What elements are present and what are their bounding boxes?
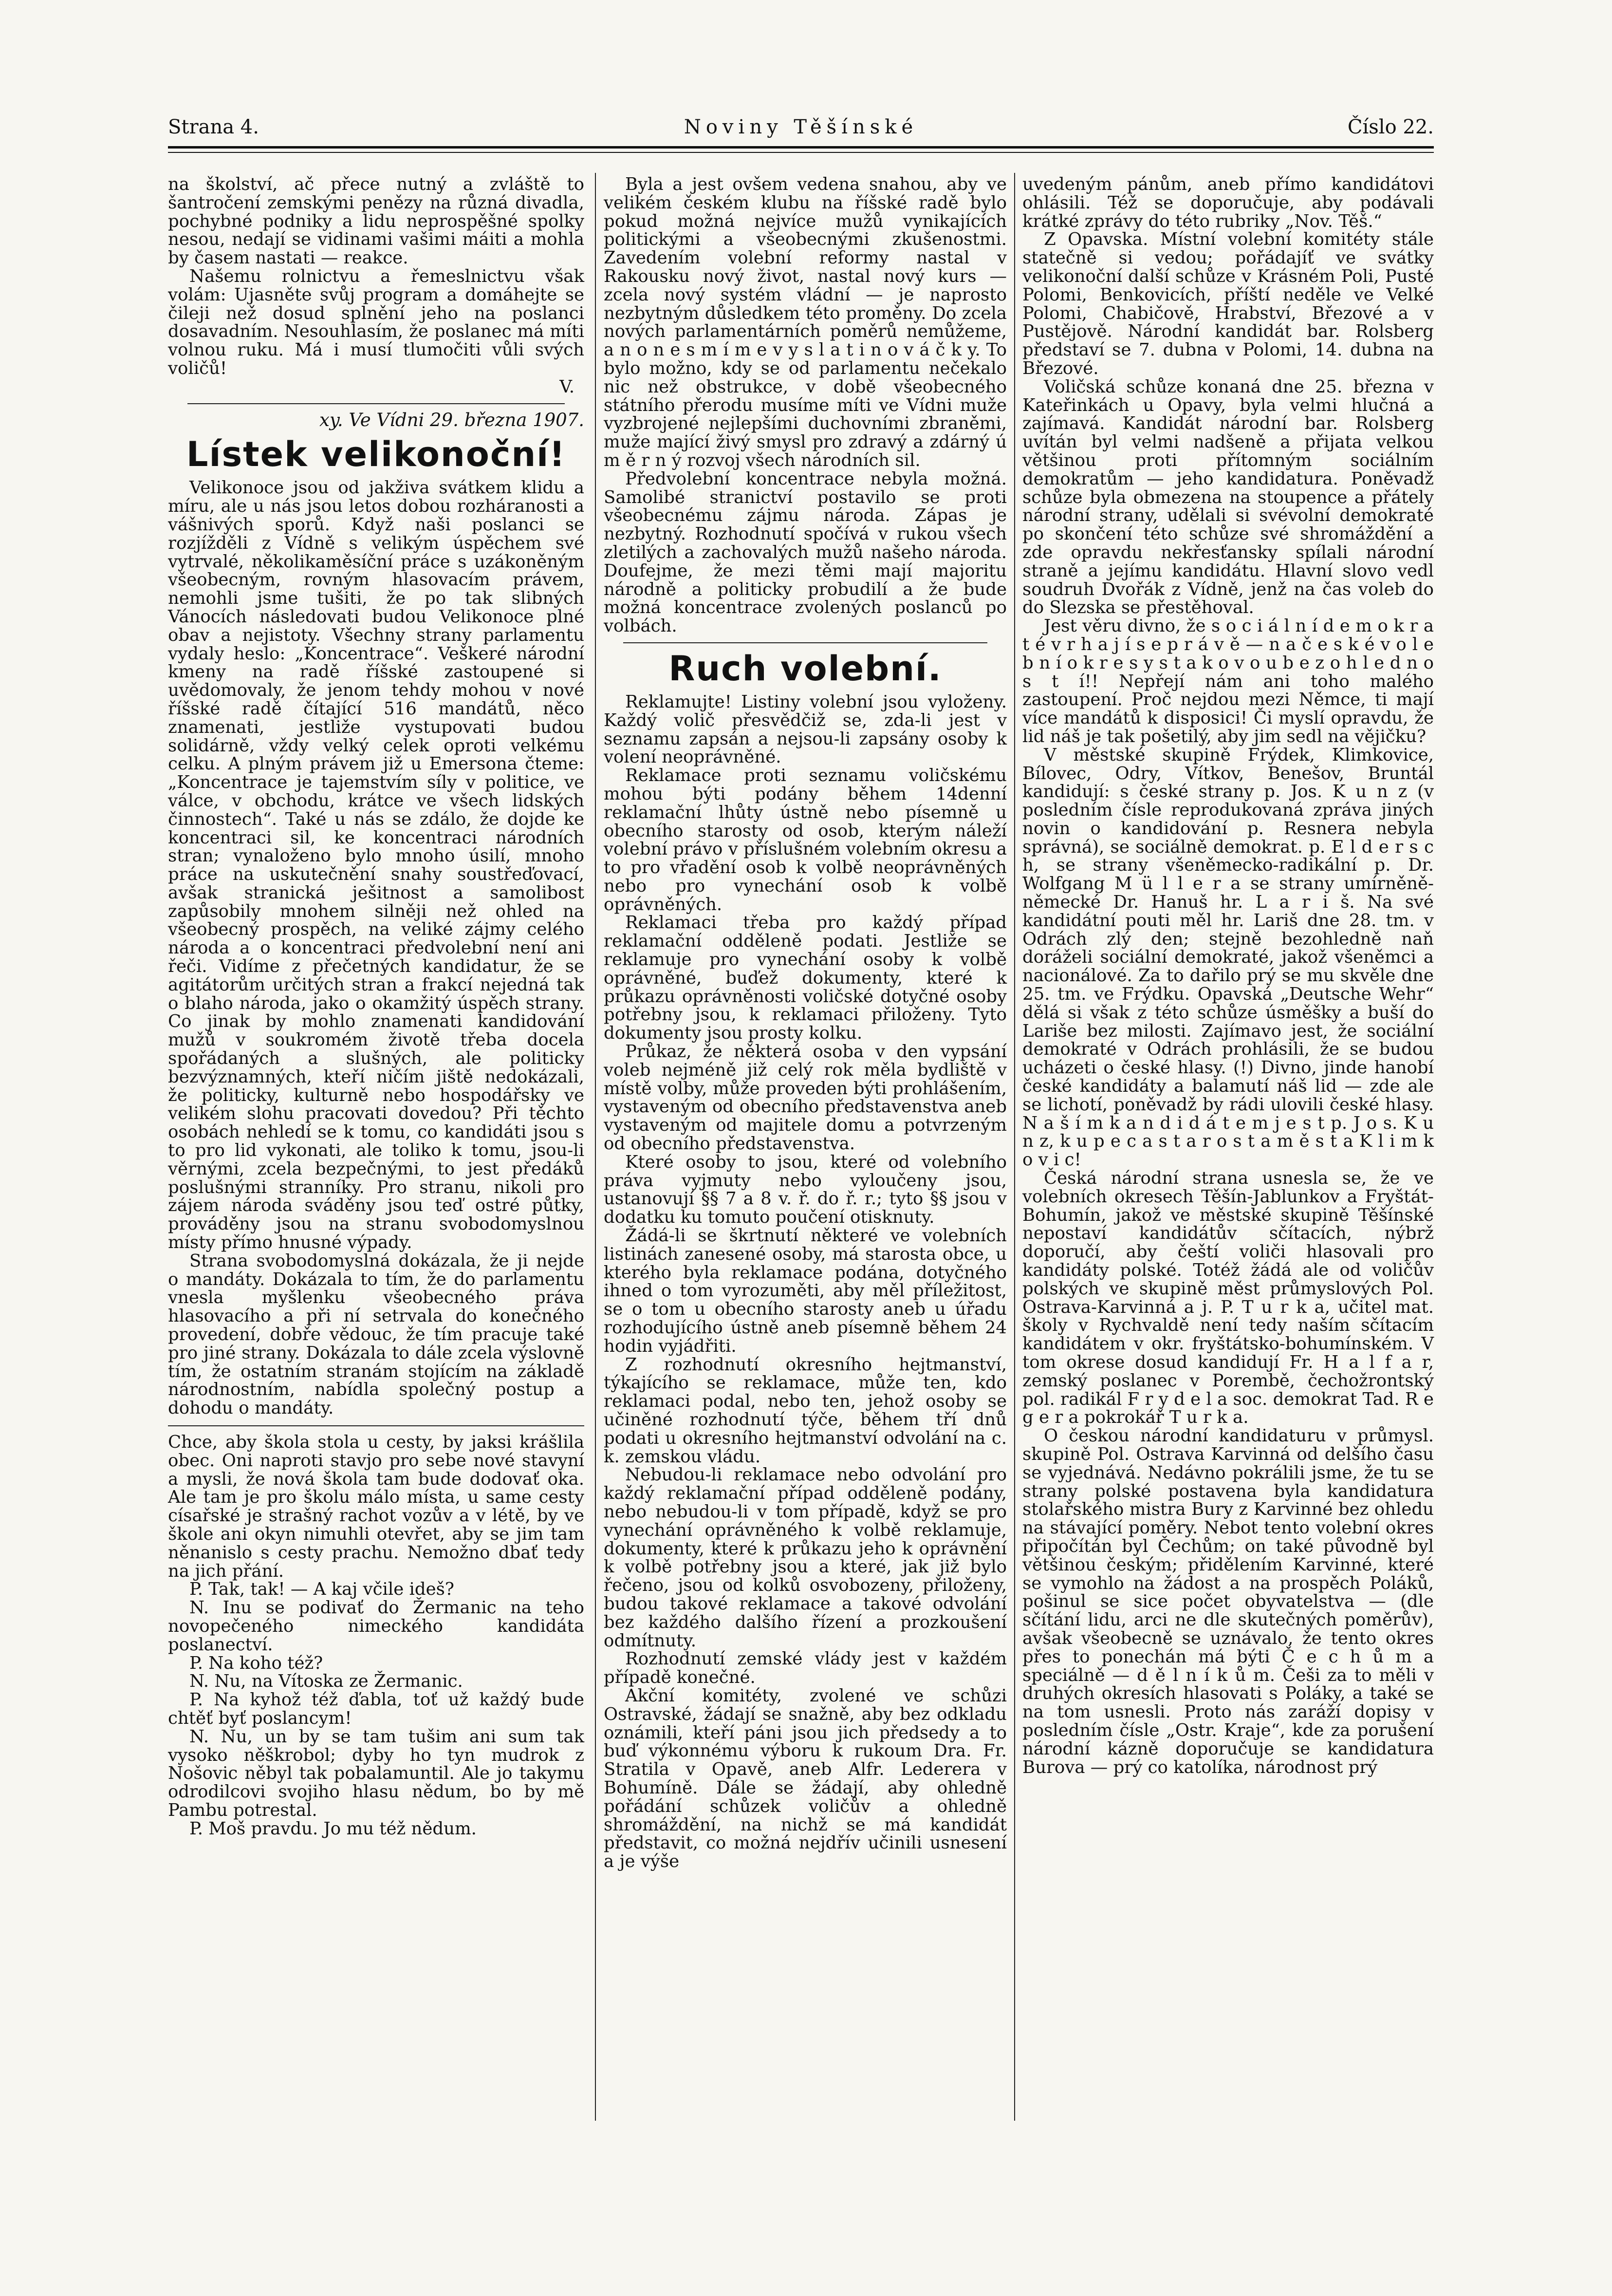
column-3 — [1022, 175, 1434, 1776]
article-paragraph: Velikonoce jsou od jakživa svátkem klidu a míru, ale u nás jsou letos dobou rozháranosti a vášnivých sporů. Když naši poslanci se rozjížděli z Vídně s velikým úspěchem své vytrvalé, několikaměsíční práce s uzákoněným všeobecným, rovným hlasovacím právem, nemohli jsme tušiti, že po tak slibných Vánocích následovati budou Velikonoce plné obav a nejistoty. Všechny strany parlamentu vydaly heslo: „Koncentrace“. Veškeré národní kmeny na radě říšské zastoupené si uvědomovaly, že jenom tehdy mohou v nové říšské radě čítající 516 mandátů, něco znamenati, jestliže vystupovati budou solidárně, vždy velký celek oproti velkému celku. A plným právem již u Emersona čteme: „Koncentrace je tajemstvím síly v politice, ve válce, v obchodu, krátce ve všech lidských činnostech“. Také u nás se zdálo, že dojde ke koncentraci sil, ke koncentraci národních stran; vynaloženo bylo mnoho úsilí, mnoho práce na uskutečnění snahy soustřeďovací, avšak stranická ješitnost a samolibost zapůsobily mnohem silněji než ohled na všeobecný prospěch, na veliké zájmy celého národa a o koncentraci předvolební není ani řeči. Vidíme z přečetných kandidatur, že se agitátorům určitých stran a frakcí nejedná tak o blaho národa, jako o okamžitý úspěch strany. Co jinak by mohlo znamenati kandidování mužů v soukromém životě třeba docela spořádaných a slušných, ale politicky bezvýznamných, kteří ničím jiště nedokázali, že politicky, kulturně nebo hospodářsky ve velikém slohu pracovati dovedou? Při těchto osobách nehledí se k tomu, co kandidáti jsou s to pro lid vykonati, ale toliko k tomu, jsou-li věrnými, zcela bezpečnými, to jest předáků poslušnými stranníky. Pro stranu, nikoli pro zájem národa sváděny jsou teď ostré půtky, prováděny jsou na stranu svobodomyslnou místy přímo hnusné výpady. — [168, 478, 584, 1253]
headline-listek-velikonocni: Lístek velikonoční! — [186, 434, 566, 475]
section-separator — [623, 642, 987, 643]
article-paragraph: Reklamujte! Listiny volební jsou vyloženy. Každý volič přesvědčiž se, zda-li jest v seznamu zapsán a nejsou-li zapsány osoby k volení neoprávněné. — [604, 691, 1007, 767]
newspaper-title: Noviny Těšínské — [684, 116, 918, 138]
article-paragraph: Jest věru divno, že s o c i á l n í d e m o k r a t é v r h a j í s e p r á v ě — n a č e s k é v o l e b n í o k r e s y s t a k o v o u b e z o h l e d n o s t í!! Nepřejí nám ani toho malého zastoupení. Proč nejdou mezi Němce, ti mají více mandátů k disposici! Či myslí opravdu, že lid náš je tak pošetilý, aby jim sedl na vějičku? — [1022, 616, 1434, 747]
article-paragraph: Které osoby to jsou, které od volebního práva vyjmuty nebo vyloučeny jsou, ustanovují §§ 7 a 8 v. ř. do ř. r.; tyto §§ jsou v dodatku ku tomuto poučení otisknuty. — [604, 1152, 1007, 1228]
article-paragraph: Byla a jest ovšem vedena snahou, aby ve velikém českém klubu na říšské radě bylo pokud možná nejvíce mužů vynikajících politickými a všeobecnými zkušenostmi. Zavedením volební reformy nastal v Rakousku nový život, nastal nový kurs — zcela nový systém vládní — je naprosto nezbytným důsledkem této proměny. Do zcela nových parlamentárních poměrů nemůžeme, a n o n e s m í m e v y s l a t i n o v á č k y. To bylo možno, kdy se od parlamentu nečekalo nic než obstrukce, v době všeobecného státního přerodu musíme míti ve Vídni muže vyzbrojené nejlepšími duchovními zbraněmi, muže mající živý smysl pro zdravý a zdárný ú m ě r n ý rozvoj všech národních sil. — [604, 174, 1007, 470]
article-paragraph: Žádá-li se škrtnutí některé ve volebních listinách zanesené osoby, má starosta obce, u kterého byla reklamace podána, dotyčného ihned o tom vyrozuměti, aby měl příležitost, se o tom u obecního starosty aneb u úřadu rozhodujícího ústně aneb písemně během 24 hodin vyjádřiti. — [604, 1226, 1007, 1356]
dialogue-line: P. Na kyhož též ďabla, toť už každý bude chtěť byť poslancym! — [168, 1690, 584, 1728]
dialogue-line: P. Tak, tak! — A kaj včile ideš? — [189, 1579, 454, 1600]
column-divider-2 — [1014, 173, 1015, 2121]
dialect-dialogue — [168, 1433, 584, 1838]
dialogue-line: Chce, aby škola stola u cesty, by jaksi krášlila obec. Oni naproti stavjo pro sebe nové stavyní a mysli, že nová škola tam bude dodovať oka. Ale tam je pro školu málo místa, u same cesty císařské je strašný rachot vozův a v létě, by ve škole ani okyn nimuhli otevřet, aby se jim tam něnanislo s cesty prachu. Nemožno dbať tedy na jich přání. — [168, 1432, 584, 1581]
article-paragraph: Našemu rolnictvu a řemeslnictvu však volám: Ujasněte svůj program a domáhejte se čileji než dosud splnění jeho na poslanci dosavadním. Nesouhlasím, že poslanec má míti volnou ruku. Má i musí tlumočiti vůli svých voličů! — [168, 266, 584, 378]
column-1 — [168, 175, 584, 1838]
article-paragraph: Reklamace proti seznamu voličskému mohou býti podány během 14denní reklamační lhůty ústně nebo písemně u obecního starosty od osob, kterým náleží volební právo v příslušném volebním okresu a to pro vřadění osob k volbě neoprávněných nebo pro vynechání osob k volbě oprávněných. — [604, 765, 1007, 915]
dialogue-line: P. Na koho též? — [189, 1653, 323, 1673]
dialogue-line: N. Nu, na Vítoska ze Žermanic. — [189, 1671, 463, 1692]
header-rule-thin — [168, 152, 1434, 153]
issue-number: Číslo 22. — [1347, 116, 1434, 138]
article-paragraph: Nebudou-li reklamace nebo odvolání pro každý reklamační případ odděleně podány, nebo nebudou-li v tom případě, když se pro vynechání oprávněného k volbě reklamuje, dokumenty, které k průkazu jeho k oprávnění k volbě potřebny jsou a které, jak již bylo řečeno, jsou od kolků osvobozeny, přiloženy, budou takové reklamace a takové odvolání bez každého dalšího řízení a prozkoušení odmítnuty. — [604, 1465, 1007, 1651]
article-paragraph: Akční komitéty, zvolené ve schůzi Ostravské, žádají se snažně, aby bez odkladu oznámili, kteří páni jsou jich předsedy a to buď výkonnému výboru k rukoum Dra. Fr. Stratila v Opavě, aneb Alfr. Lederera v Bohumíně. Dále se žádají, aby ohledně pořádání schůzek voličův a ohledně shromáždění, na nichž se má kandidát představit, co možná nejdřív učinili usnesení a je výše — [604, 1685, 1007, 1872]
article-paragraph: Česká národní strana usnesla se, že ve volebních okresech Těšín-Jablunkov a Fryštát-Bohumín, jakož ve městské skupině Těšínské nepostaví kandidátův sčítacích, nýbrž doporučí, aby čeští voliči hlasovali pro kandidáty polské. Totéž žádá ale od voličův polských ve skupině měst průmyslových Pol. Ostrava-Karvinná a j. P. T u r k a, učitel mat. školy v Rychvaldě není tedy naším sčítacím kandidátem v okr. fryštátsko-bohumínském. V tom okrese dosud kandidují Fr. H a l f a r, zemský poslanec v Porembě, čechožrontský pol. radikál F r y d e l a soc. demokrat Tad. R e g e r a pokrokář T u r k a. — [1022, 1168, 1434, 1428]
section-separator — [168, 1425, 584, 1426]
article-paragraph: Z rozhodnutí okresního hejtmanství, týkajícího se reklamace, může ten, kdo reklamaci podal, nebo ten, jehož osoby se učiněné rozhodnutí týče, během tří dnů podati u okresního hejtmanství odvolání na c. k. zemskou vládu. — [604, 1354, 1007, 1467]
article-paragraph: O českou národní kandidaturu v průmysl. skupině Pol. Ostrava Karvinná od delšího času se vyjednává. Nedávno pokrálili jsme, že tu se strany polské postavena byla kandidatura stolařského mistra Bury z Karvinné bez ohledu na stávající poměry. Nebot tento volební okres připočítán byl Čechům; on také původně byl většinou českým; přidělením Karvinné, které se vymohlo na žádost a na prospěch Poláků, pošinul se sice počet obyvatelstva — (dle sčítání lidu, arci ne dle skutečných poměrův), avšak všeobecně se uznávalo, že tento okres přes to ponechán má býti Č e c h ů m a speciálně — d ě l n í k ů m. Češi za to měli v druhých okresích hlasovati s Poláky, a také se na tom usnesli. Proto nás zaráží dopisy v posledním čísle „Ostr. Kraje“, kde za porušení národní kázně doporučuje se kandidatura Burova — prý co katolíka, národnost prý — [1022, 1426, 1434, 1777]
article-paragraph: Rozhodnutí zemské vlády jest v každém případě konečné. — [604, 1649, 1007, 1688]
article-paragraph: Strana svobodomyslná dokázala, že ji nejde o mandáty. Dokázala to tím, že do parlamentu vnesla myšlenku všeobecného práva hlasovacího a při ní setrvala do konečného provedení, dobře vědouc, že tím pracuje také pro jiné strany. Dokázala to dále zcela výslovně tím, že ostatním stranám stojícím na základě národnostním, nabídla společný postup a dohodu o mandáty. — [168, 1251, 584, 1419]
page-header — [168, 116, 1434, 145]
author-signature: V. — [559, 376, 574, 397]
headline-ruch-volebni: Ruch volební. — [668, 648, 942, 689]
article-paragraph: V městské skupině Frýdek, Klimkovice, Bílovec, Odry, Vítkov, Benešov, Bruntál kandidují: s české strany p. Jos. K u n z (v posledním čísle reprodukovaná zpráva jiných novin o kandidování p. Resnera nebyla správná), se sociálně demokrat. p. E l d e r s c h, se strany všeněmecko-radikální p. Dr. Wolfgang M ü l l e r a se strany umírněně-německé Dr. Hanuš hr. L a r i š. Na své kandidátní pouti měl hr. Lariš dne 28. tm. v Odrách zlý den; stejně bezohledně naň doráželi sociální demokraté, jakož všeněmci a nacionálové. Za to dařilo prý se mu skvěle dne 25. tm. ve Frýdku. Opavská „Deutsche Wehr“ dělá si však z této schůze úsměšky a buší do Lariše bez milosti. Zajímavo jest, že sociální demokraté v Odrách prohlásili, že se budou ucházeti o české hlasy. (!) Divno, jinde hanobí české kandidáty a balamutí náš lid — zde ale se lichotí, poněvadž by rádi ulovili české hlasy. N a š í m k a n d i d á t e m j e s t p. J o s. K u n z, k u p e c a s t a r o s t a m ě s t a K l i m k o v i c! — [1022, 745, 1434, 1170]
article-paragraph: Z Opavska. Místní volební komitéty stále statečně si vedou; pořádajíť ve svátky velikonoční další schůze v Krásném Poli, Pusté Polomi, Benkovicích, příští neděle ve Velké Polomi, Chabičově, Hrabství, Březové a v Pustějově. Národní kandidát bar. Rolsberg představí se 7. dubna v Polomi, 14. dubna na Březové. — [1022, 229, 1434, 378]
column-2 — [604, 175, 1007, 1871]
dialogue-line: N. Nu, un by se tam tušim ani sum tak vysoko něškrobol; dyby ho tyn mudrok z Nošovic něbyl tak pobalamuntil. Ale jo takymu odrodilcovi svojiho hlasu nědum, bo by mě Pambu potrestal. — [168, 1726, 584, 1820]
article-paragraph: uvedeným pánům, aneb přímo kandidátovi ohlásili. Též se doporučuje, aby podávali krátké zprávy do této rubriky „Nov. Těš.“ — [1022, 174, 1434, 231]
article-paragraph: Voličská schůze konaná dne 25. března v Kateřinkách u Opavy, byla velmi hlučná a zajímavá. Kandidát národní bar. Rolsberg uvítán byl velmi nadšeně a přijata velkou většinou proti přítomným sociálním demokratům — jeho kandidatura. Poněvadž schůze byla obmezena na stoupence a přátely národní strany, udělali si svévolní demokraté po skončení této schůze své shromáždění a zde opravdu nekřesťansky spílali národní straně a jejímu kandidátu. Hlavní slovo vedl soudruh Dvořák z Vídně, jenž na čas voleb do do Slezska se přestěhoval. — [1022, 376, 1434, 618]
signature-line — [168, 378, 584, 396]
column-divider-1 — [595, 173, 596, 2121]
section-separator — [187, 403, 565, 404]
article-dateline: xy. Ve Vídni 29. března 1907. — [319, 409, 584, 430]
dialogue-line: P. Moš pravdu. Jo mu též nědum. — [189, 1818, 477, 1839]
article-paragraph: Reklamaci třeba pro každý případ reklamační odděleně podati. Jestliže se reklamuje pro vynechání osoby k volbě oprávněné, buďež dokumenty, které k průkazu oprávněnosti voličské dotyčné osoby potřebny jsou, k reklamaci přiloženy. Tyto dokumenty jsou prosty kolku. — [604, 913, 1007, 1044]
page-number: Strana 4. — [168, 116, 259, 138]
dialogue-line: N. Inu se podivať do Žermanic na teho novopečeného nimeckého kandidáta poslanectví. — [168, 1598, 584, 1655]
article-paragraph: na školství, ač přece nutný a zvláště to šantročení zemskými penězy na různá divadla, pochybné podniky a lidu neprospěšné spolky nesou, nedají se vidinami vašimi máiti a mohla by časem nastati — reakce. — [168, 174, 584, 268]
header-rule-thick — [168, 146, 1434, 149]
article-paragraph: Předvolební koncentrace nebyla možná. Samolibé stranictví postavilo se proti všeobecnému zájmu národa. Zápas je nezbytný. Rozhodnutí spočívá v rukou všech zletilých a zachovalých mužů našeho národa. Doufejme, že mezi těmi mají majoritu národně a politicky probudilí a že bude možná koncentrace zvolených poslanců po volbách. — [604, 468, 1007, 636]
article-paragraph: Průkaz, že některá osoba v den vypsání voleb nejméně již celý rok měla bydliště v místě volby, může proveden býti prohlášením, vystaveným od obecního představenstva aneb vystaveným od majitele domu a potvrzeným od obecního představenstva. — [604, 1042, 1007, 1154]
